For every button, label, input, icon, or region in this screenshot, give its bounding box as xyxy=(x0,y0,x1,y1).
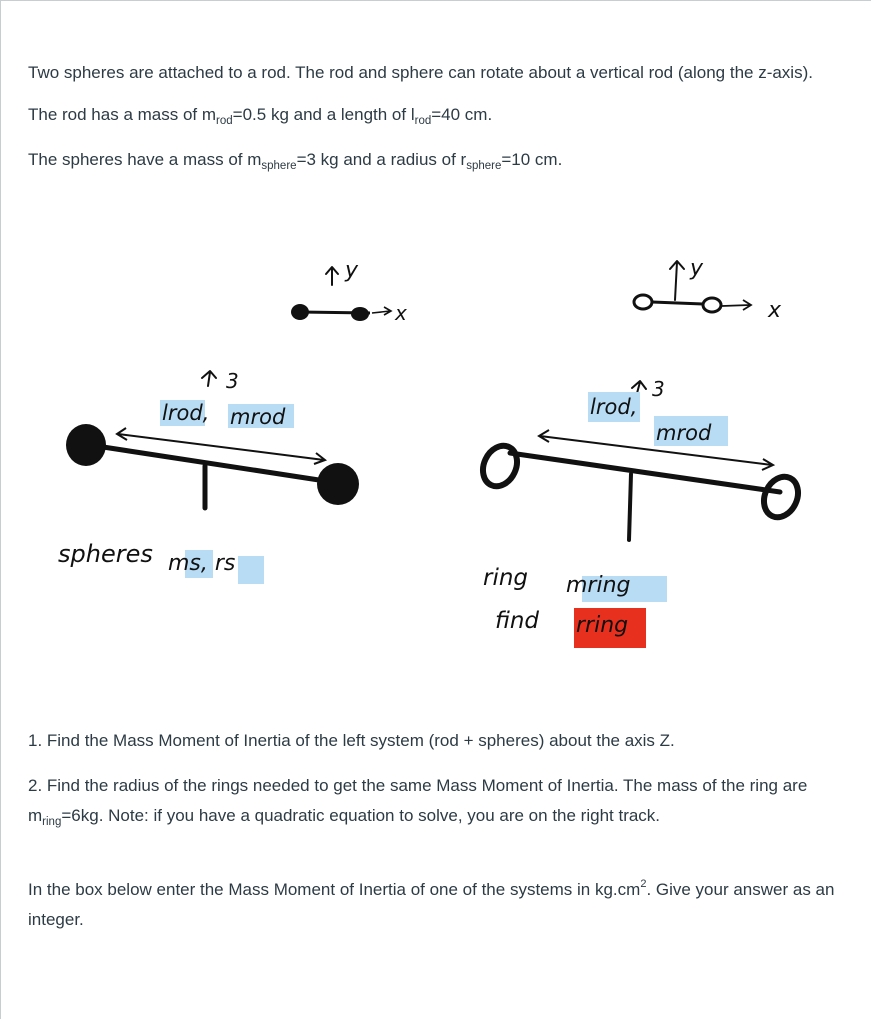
spheres-text-prefix: The spheres have a mass of m xyxy=(28,150,262,169)
rod-length-label-left: lrod, xyxy=(162,401,210,425)
axis-z-label-left: 3 xyxy=(226,369,239,393)
top-view-left xyxy=(291,304,391,321)
spheres-paragraph xyxy=(28,145,858,175)
unit-superscript: 2 xyxy=(640,878,647,890)
spheres-label: spheres xyxy=(58,540,153,568)
rod-paragraph xyxy=(28,100,858,130)
top-view-right xyxy=(634,295,751,312)
axis-y-label-left: y xyxy=(345,258,359,283)
ring-mass-subscript: ring xyxy=(42,816,62,828)
question-2 xyxy=(28,771,858,831)
right-ring xyxy=(758,471,805,523)
spheres-params-label: ms, rs xyxy=(168,551,236,576)
left-ring xyxy=(477,440,524,492)
ring-mass-label: mring xyxy=(566,573,631,598)
right-system xyxy=(477,392,805,648)
sphere-mass-value: =3 kg and a radius of r xyxy=(296,150,467,169)
sphere-radius-highlight xyxy=(238,556,264,584)
hand-drawn-sketch xyxy=(0,230,872,680)
ring-label: ring xyxy=(483,565,529,591)
question-1 xyxy=(28,726,858,756)
axis-y-label-right: y xyxy=(690,256,704,281)
axis-x-label-left: x xyxy=(395,301,407,325)
rod-mass-label-left: mrod xyxy=(230,405,286,429)
rod-mass-subscript: rod xyxy=(216,115,233,127)
find-label: find xyxy=(495,608,540,634)
sphere-radius-value: =10 cm. xyxy=(501,150,563,169)
sphere-mass-subscript: sphere xyxy=(261,160,297,172)
intro-paragraph xyxy=(28,58,858,88)
axis-x-label-right: x xyxy=(768,298,782,323)
intro-text: Two spheres are attached to a rod. The rod and sphere can rotate about a vertical rod (along the z-axis). xyxy=(28,63,813,82)
ring-radius-label: rring xyxy=(576,613,629,638)
rod-length-value: =40 cm. xyxy=(431,105,493,124)
question-2-prefix: 2. Find the radius of the rings needed to get the same Mass Moment of Inertia. The mass of the ring are m xyxy=(28,776,808,825)
left-system xyxy=(58,400,359,584)
question-3-suffix: . Give your answer as an integer. xyxy=(28,880,835,929)
question-3 xyxy=(28,875,858,935)
problem-intro xyxy=(28,58,858,175)
rod-mass-label-right: mrod xyxy=(656,421,712,445)
rod-length-label-right: lrod, xyxy=(590,395,638,419)
left-sphere xyxy=(66,424,106,466)
question-2-suffix: =6kg. Note: if you have a quadratic equation to solve, you are on the right track. xyxy=(61,806,661,825)
rod-text-prefix: The rod has a mass of m xyxy=(28,105,217,124)
rod-length-subscript: rod xyxy=(414,115,432,127)
question-3-prefix: In the box below enter the Mass Moment of Inertia of one of the systems in kg.cm xyxy=(28,880,641,899)
right-sphere xyxy=(317,463,359,505)
sphere-radius-subscript: sphere xyxy=(466,160,502,172)
question-1-text: 1. Find the Mass Moment of Inertia of the left system (rod + spheres) about the axis Z. xyxy=(28,731,675,750)
rod-mass-value: =0.5 kg and a length of l xyxy=(232,105,415,124)
axis-z-label-right: 3 xyxy=(652,377,665,401)
